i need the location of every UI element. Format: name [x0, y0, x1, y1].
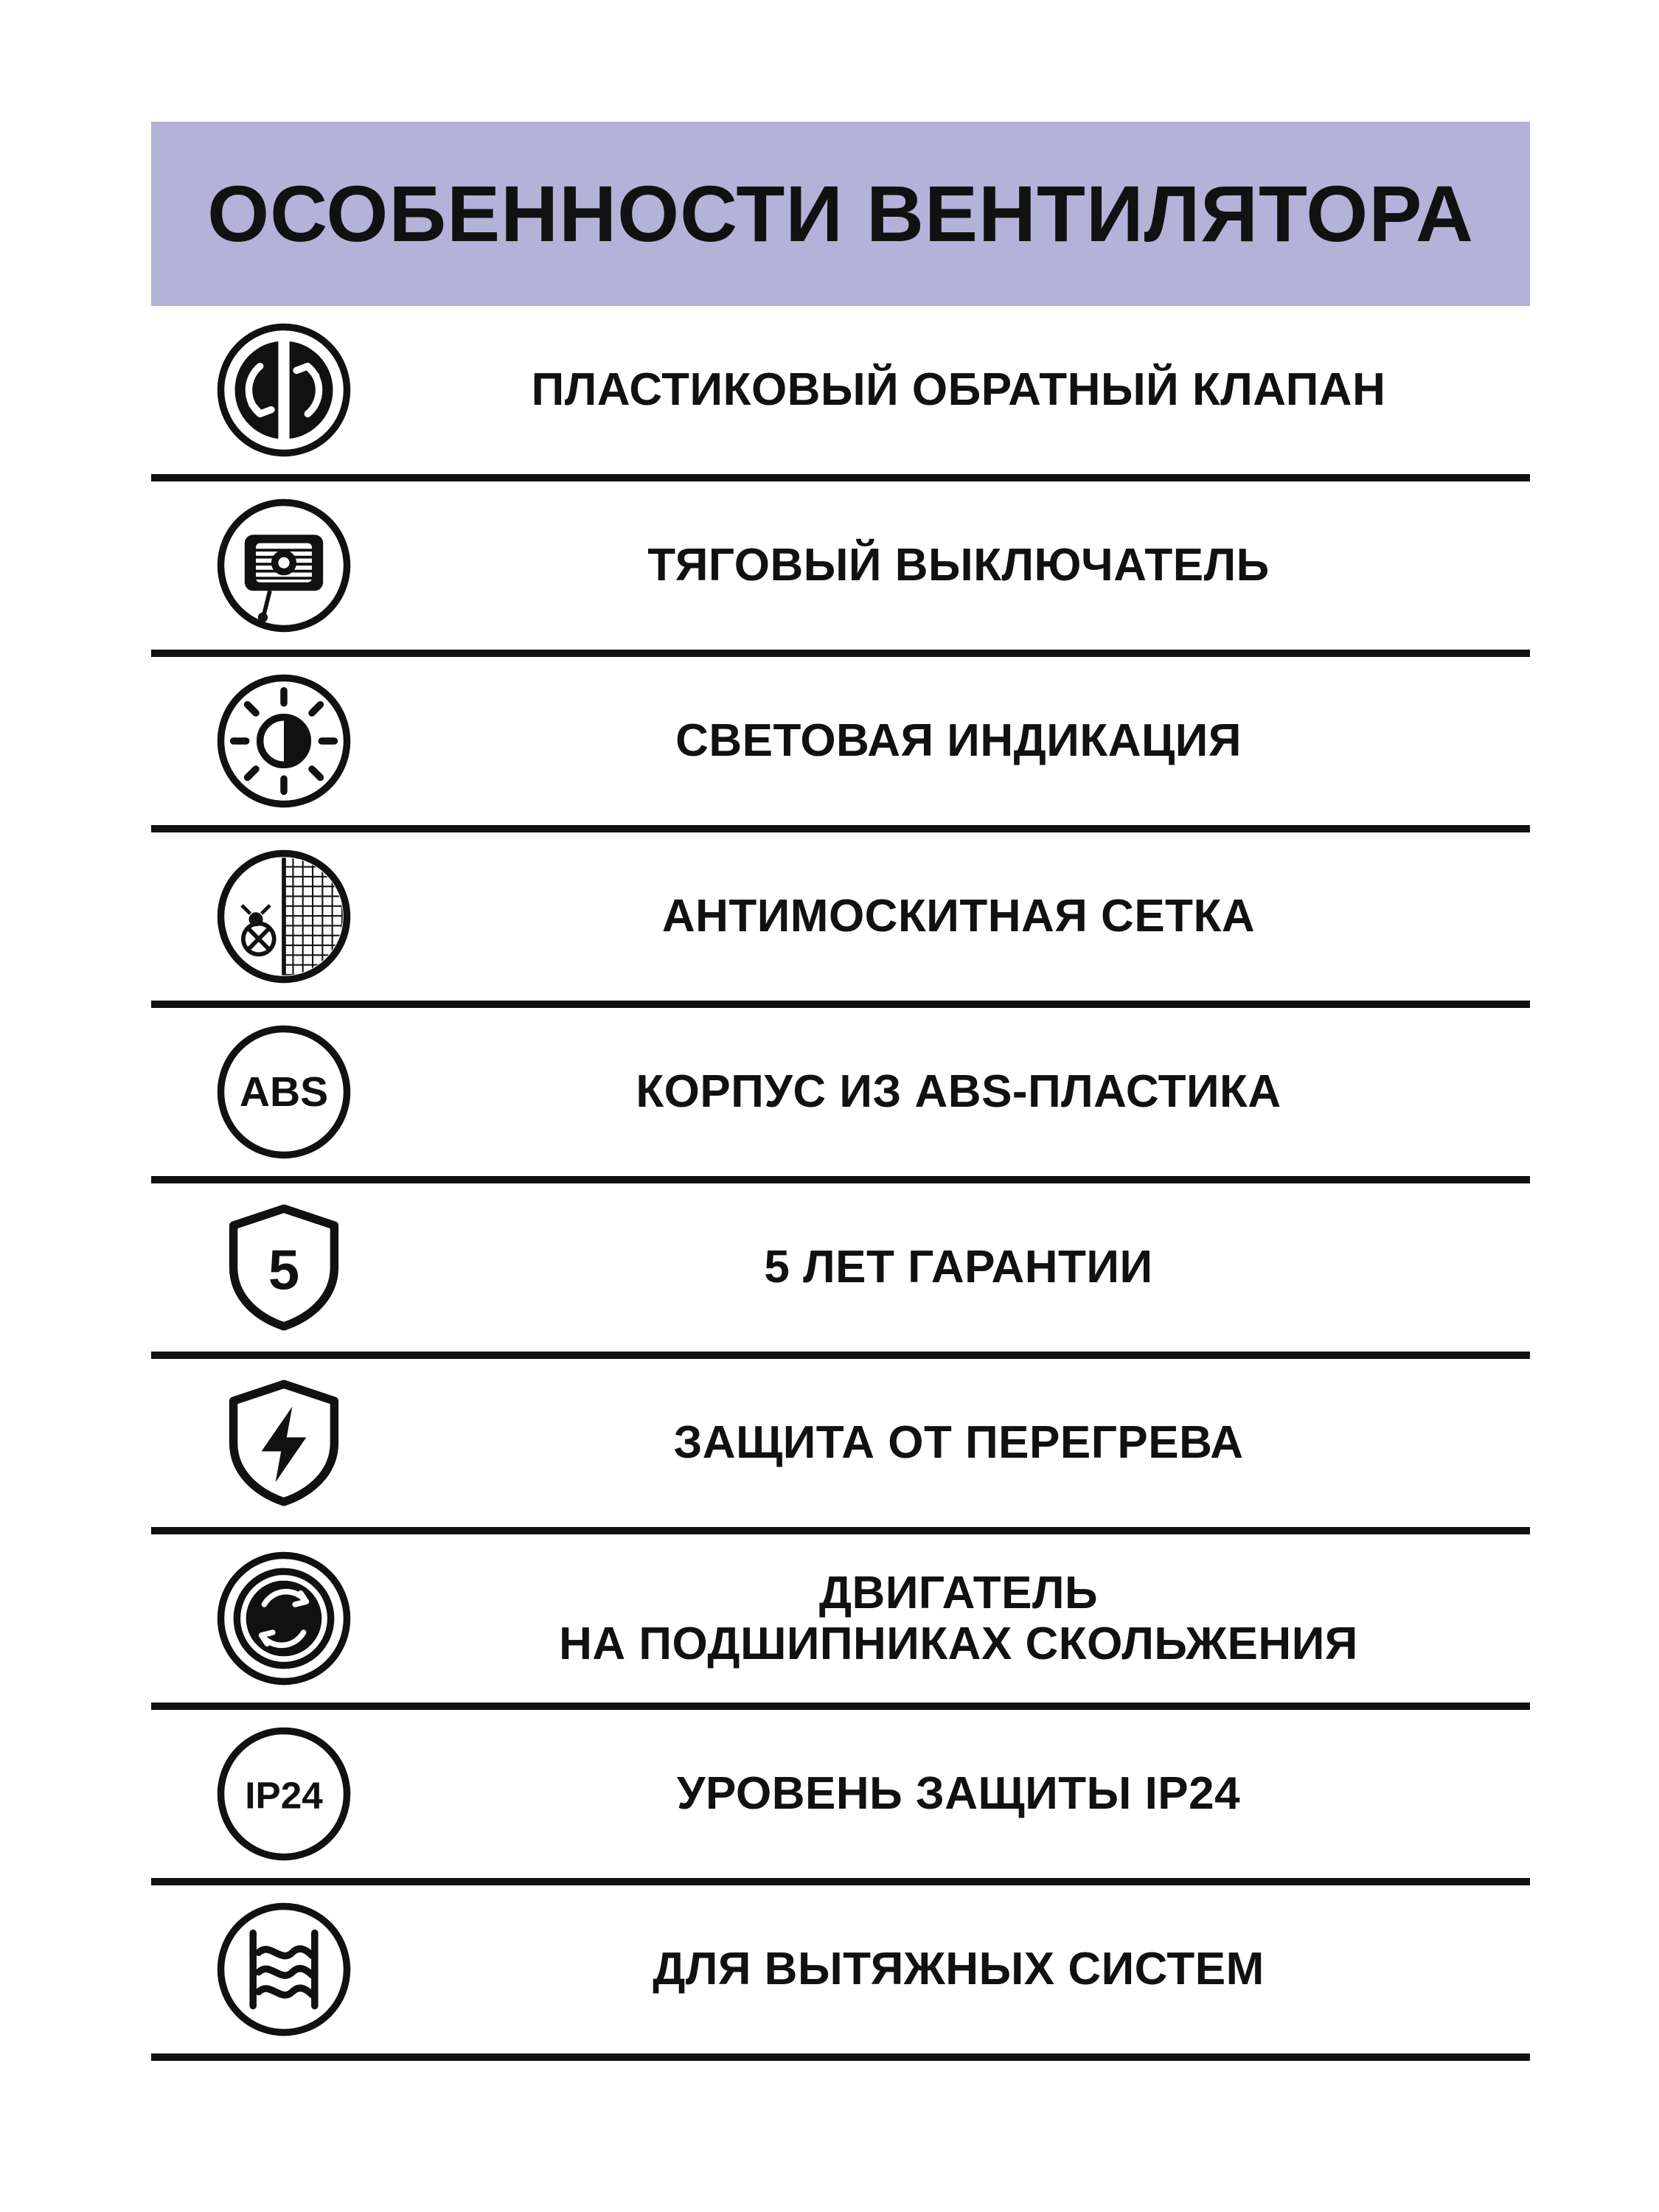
list-item	[151, 1183, 1530, 1359]
feature-icon-cell	[151, 1724, 417, 1864]
exhaust-system-icon	[214, 1899, 354, 2039]
feature-label: АНТИМОСКИТНАЯ СЕТКА	[661, 891, 1256, 942]
list-item	[151, 1359, 1530, 1534]
poster-header	[151, 122, 1530, 306]
svg-text:5: 5	[268, 1239, 300, 1302]
list-item	[151, 1008, 1530, 1183]
feature-label: ДВИГАТЕЛЬ	[818, 1567, 1099, 1618]
svg-text:ABS: ABS	[239, 1068, 329, 1116]
feature-label-cell	[417, 1944, 1530, 1994]
feature-label-cell	[417, 1242, 1530, 1293]
list-item	[151, 1710, 1530, 1885]
sleeve-bearing-motor-icon	[214, 1548, 354, 1688]
list-item	[151, 1885, 1530, 2061]
feature-label: ЗАЩИТА ОТ ПЕРЕГРЕВА	[673, 1417, 1244, 1469]
ip-rating-icon	[214, 1724, 354, 1864]
check-valve-icon	[214, 320, 354, 460]
feature-list	[151, 306, 1530, 2061]
feature-icon-cell	[151, 495, 417, 636]
mosquito-net-icon	[214, 846, 354, 987]
feature-label: ТЯГОВЫЙ ВЫКЛЮЧАТЕЛЬ	[647, 540, 1270, 591]
list-item	[151, 832, 1530, 1008]
light-indicator-icon	[214, 671, 354, 811]
feature-label-cell	[417, 891, 1530, 942]
feature-label: ПЛАСТИКОВЫЙ ОБРАТНЫЙ КЛАПАН	[531, 364, 1386, 416]
feature-label-cell	[417, 540, 1530, 591]
feature-label-cell	[417, 1066, 1530, 1117]
feature-icon-cell	[151, 846, 417, 987]
pull-cord-switch-icon	[214, 495, 354, 636]
feature-label: СВЕТОВАЯ ИНДИКАЦИЯ	[675, 715, 1242, 767]
feature-icon-cell	[151, 1899, 417, 2039]
feature-label-line2: НА ПОДШИПНИКАХ СКОЛЬЖЕНИЯ	[559, 1618, 1358, 1669]
feature-label-cell	[417, 364, 1530, 415]
feature-label-cell	[417, 1417, 1530, 1468]
list-item	[151, 657, 1530, 832]
list-item	[151, 1534, 1530, 1710]
list-item	[151, 481, 1530, 657]
abs-plastic-icon	[214, 1022, 354, 1162]
feature-icon-cell	[151, 320, 417, 460]
feature-label-cell	[417, 1568, 1530, 1670]
svg-text:IP24: IP24	[245, 1774, 323, 1817]
page-title: ОСОБЕННОСТИ ВЕНТИЛЯТОРА	[207, 169, 1474, 258]
feature-icon-cell	[151, 1197, 417, 1338]
feature-icon-cell	[151, 1548, 417, 1688]
feature-label: УРОВЕНЬ ЗАЩИТЫ IP24	[676, 1768, 1241, 1820]
list-item	[151, 306, 1530, 481]
feature-label-cell	[417, 1768, 1530, 1819]
warranty-shield-icon	[214, 1197, 354, 1338]
feature-icon-cell	[151, 671, 417, 811]
feature-icon-cell	[151, 1022, 417, 1162]
feature-label-cell	[417, 715, 1530, 766]
feature-icon-cell	[151, 1373, 417, 1513]
feature-label: ДЛЯ ВЫТЯЖНЫХ СИСТЕМ	[653, 1944, 1265, 1995]
feature-label: 5 ЛЕТ ГАРАНТИИ	[764, 1242, 1153, 1293]
overheat-protection-icon	[214, 1373, 354, 1513]
feature-label: КОРПУС ИЗ ABS-ПЛАСТИКА	[636, 1066, 1281, 1118]
